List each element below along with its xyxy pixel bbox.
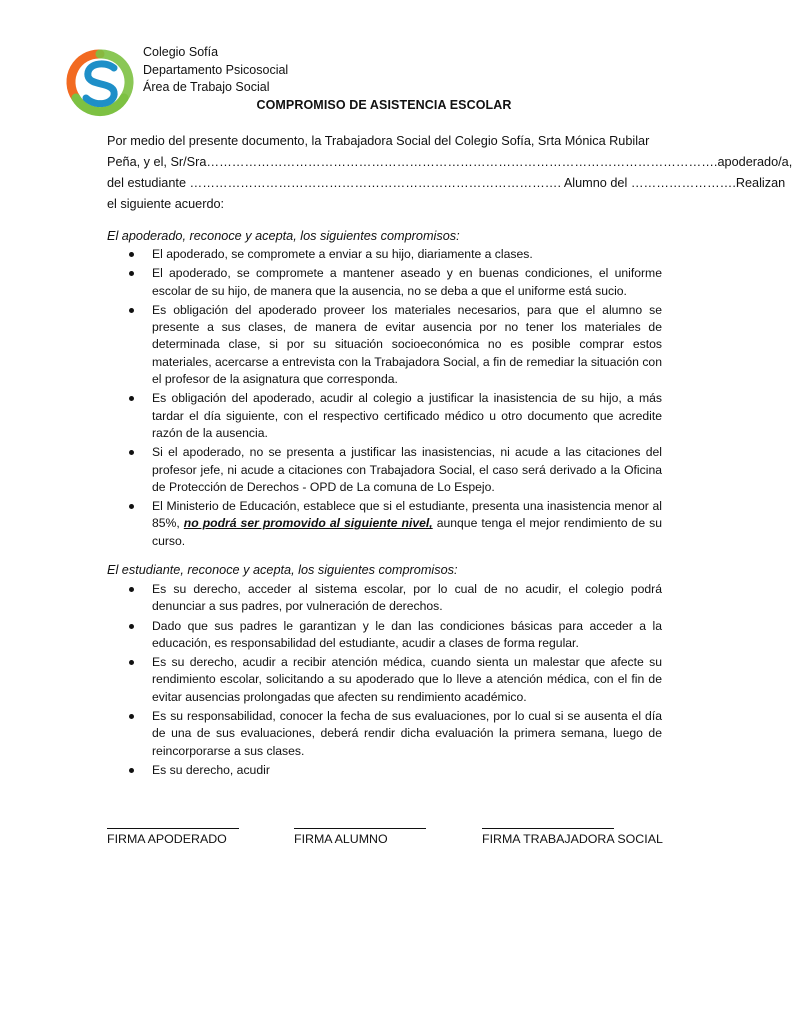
signature-line [107,815,239,829]
list-item: Es su responsabilidad, conocer la fecha de sus evaluaciones, por lo cual si se ausenta el día de una de sus evaluaciones, deberá rendir dicha evaluación la primera semana, luego de reincorporarse a sus clases. [107,708,662,760]
bullet-icon [129,308,134,313]
list-item: Es obligación del apoderado, acudir al colegio a justificar la inasistencia de su hijo, a más tardar el día siguiente, con el respectivo certificado médico u otro documento que acredite razón de la ausencia. [107,390,662,442]
signature-line [294,815,426,829]
agreement-verb-text: Realizan [735,176,786,190]
bullet-icon [129,252,134,257]
signature-label-apoderado: FIRMA APODERADO [107,832,227,846]
list-item: El apoderado, se compromete a enviar a su hijo, diariamente a clases. [107,246,662,263]
document-title: COMPROMISO DE ASISTENCIA ESCOLAR [256,98,512,112]
student-name-blank: del estudiante ……………………………………………………………………………. Alumno del ……………………. [107,176,736,190]
guardian-role-text: apoderado/a, [717,155,792,169]
list-item: Si el apoderado, no se presenta a justificar las inasistencias, ni acude a las citaciones del profesor jefe, ni acude a citaciones con Trabajadora Social, el caso será derivado a la Oficina de Protección de Derechos - OPD de La comuna de Lo Espejo. [107,444,662,496]
school-header [143,44,288,97]
intro-line [107,194,662,215]
list-item: Es su derecho, acudir a recibir atención médica, cuando sienta un malestar que afecte su rendimiento escolar, solicitando a su apoderado que lo lleve a atención médica, con el fin de evitar ausencias prolongadas que afecten su rendimiento académico. [107,654,662,706]
intro-paragraph [107,131,792,215]
bullet-icon [129,660,134,665]
signature-block-apoderado [107,815,239,846]
signature-label-alumno: FIRMA ALUMNO [294,832,388,846]
list-item: Es su derecho, acudir [107,762,662,779]
promotion-rule-after: aunque tenga el mejor rendimiento de su curso. [152,516,662,548]
bullet-icon [129,768,134,773]
intro-line [107,152,792,173]
bullet-icon [129,714,134,719]
list-item: Dado que sus padres le garantizan y le dan las condiciones básicas para acceder a la educación, es responsabilidad del estudiante, acudir a clases de forma regular. [107,618,662,653]
intro-line [107,131,662,152]
student-commitments-list [107,581,662,781]
bullet-icon [129,450,134,455]
intro-line [107,173,786,194]
list-item: El apoderado, se compromete a mantener aseado y en buenas condiciones, el uniforme escolar de su hijo, de manera que la ausencia, no se deba a que el uniforme está sucio. [107,265,662,300]
signature-section [107,815,667,855]
promotion-rule-before: El Ministerio de Educación, establece que si el estudiante, presenta una inasistencia menor al 85%, [152,499,662,531]
bullet-icon [129,504,134,509]
school-name: Colegio Sofía [143,45,219,59]
list-item: Es obligación del apoderado proveer los materiales necesarios, para que el alumno se presente a sus clases, de manera de evitar ausencia por no tener los materiales de determinada clase, si por su situación socioeconómica no es posible comprar estos materiales, acercarse a entrevista con la Trabajadora Social, a fin de remediar la situación con el profesor de la asignatura que corresponda. [107,302,662,388]
intro-line-4: el siguiente acuerdo: [107,197,225,211]
guardian-name-blank: Peña, y el, Sr/Sra…………………………………………………………………………………………………………. [107,155,718,169]
bullet-icon [129,271,134,276]
bullet-icon [129,624,134,629]
signature-line [482,815,614,829]
signature-block-alumno [294,815,426,846]
list-item: Es su derecho, acceder al sistema escolar, por lo cual de no acudir, el colegio podrá denunciar a sus padres, por vulneración de derechos. [107,581,662,616]
promotion-rule-emphasis: no podrá ser promovido al siguiente nivel, [183,516,433,531]
signature-block-trabajadora [482,815,663,846]
list-item [107,498,662,550]
guardian-commitments-heading: El apoderado, reconoce y acepta, los siguientes compromisos: [107,229,460,243]
bullet-icon [129,587,134,592]
intro-line-1: Por medio del presente documento, la Trabajadora Social del Colegio Sofía, Srta Mónica Rubilar [107,134,650,148]
department-name: Departamento Psicosocial [143,62,289,77]
guardian-commitments-list [107,246,662,552]
area-name: Área de Trabajo Social [143,80,270,94]
signature-label-trabajadora: FIRMA TRABAJADORA SOCIAL [482,832,663,846]
bullet-icon [129,396,134,401]
student-commitments-heading: El estudiante, reconoce y acepta, los siguientes compromisos: [107,563,458,577]
